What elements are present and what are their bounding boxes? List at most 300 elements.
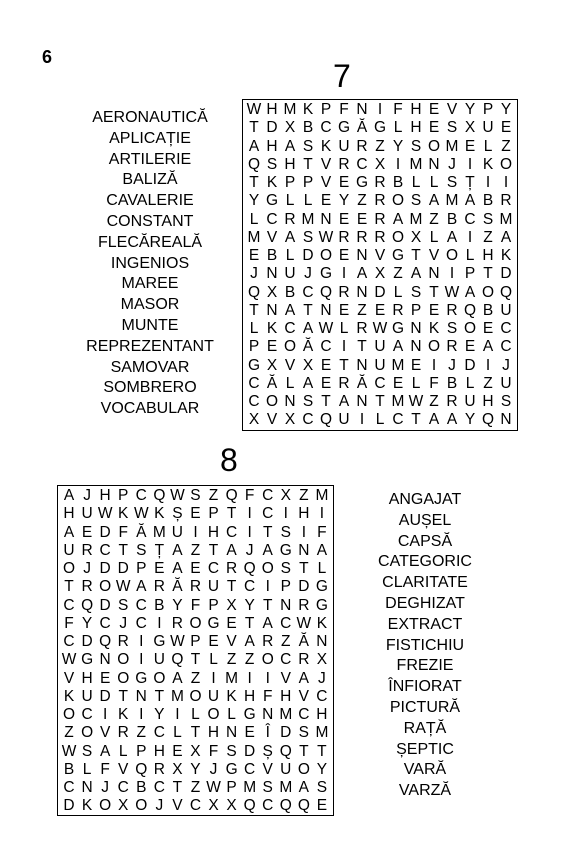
grid-letter: L <box>227 706 236 723</box>
grid-letter: Ș <box>172 505 183 523</box>
grid-letter: W <box>170 487 185 504</box>
grid-letter: L <box>82 760 92 778</box>
grid-letter: L <box>465 247 475 264</box>
grid-letter: O <box>117 669 130 687</box>
grid-row <box>58 706 333 724</box>
grid-letter: W <box>133 505 149 523</box>
grid-letter: W <box>246 101 262 118</box>
grid-letter: L <box>429 174 439 191</box>
grid-letter: X <box>302 356 314 374</box>
grid-letter: N <box>298 541 310 559</box>
grid-letter: S <box>298 724 310 742</box>
grid-letter: U <box>207 578 220 596</box>
word-list-item: VARZĂ <box>398 782 452 800</box>
word-list-item: CAPSĂ <box>397 532 453 550</box>
grid-letter: A <box>316 541 328 559</box>
grid-letter: Q <box>319 411 333 429</box>
grid-letter: O <box>445 247 459 264</box>
grid-letter: Y <box>464 101 476 118</box>
grid-letter: R <box>338 283 350 301</box>
grid-letter: I <box>359 411 365 429</box>
grid-letter: B <box>302 119 314 137</box>
grid-letter: G <box>81 651 94 669</box>
grid-letter: H <box>280 687 292 705</box>
grid-row <box>243 375 517 393</box>
grid-letter: L <box>285 247 295 264</box>
grid-letter: A <box>392 338 404 356</box>
grid-row <box>243 138 517 156</box>
grid-letter: G <box>207 614 220 632</box>
grid-letter: M <box>247 228 261 246</box>
grid-letter: F <box>244 487 255 504</box>
grid-letter: A <box>99 742 111 760</box>
grid-letter: L <box>411 374 421 392</box>
grid-letter: N <box>356 393 368 410</box>
word-list-item: DEGHIZAT <box>385 594 465 612</box>
grid-letter: Z <box>190 779 201 796</box>
grid-letter: L <box>303 192 313 210</box>
grid-letter: L <box>411 174 421 191</box>
grid-letter: C <box>320 119 332 137</box>
grid-letter: Q <box>319 283 333 301</box>
grid-letter: C <box>244 760 256 778</box>
grid-letter: R <box>356 228 368 246</box>
grid-letter: A <box>298 779 310 796</box>
grid-letter: F <box>208 742 219 760</box>
grid-letter: L <box>209 651 218 669</box>
grid-letter: T <box>317 742 327 760</box>
grid-letter: Ș <box>262 742 273 760</box>
grid-letter: E <box>464 137 476 155</box>
grid-letter: A <box>356 265 368 283</box>
grid-row <box>243 229 517 247</box>
grid-row <box>243 101 517 119</box>
grid-letter: C <box>280 651 292 669</box>
grid-letter: V <box>172 797 183 815</box>
grid-letter: I <box>211 669 216 687</box>
puzzle-7-number: 7 <box>333 58 351 94</box>
grid-letter: D <box>81 633 93 650</box>
grid-letter: N <box>410 320 422 337</box>
grid-letter: C <box>99 541 111 559</box>
grid-letter: D <box>500 265 512 283</box>
grid-letter: W <box>296 614 312 632</box>
grid-row <box>243 247 517 265</box>
word-list-item: ÎNFIORAT <box>388 678 462 696</box>
grid-letter: A <box>392 210 404 228</box>
grid-letter: Q <box>243 560 256 577</box>
grid-letter: E <box>248 247 260 264</box>
grid-letter: Z <box>501 137 511 155</box>
grid-letter: N <box>320 210 332 228</box>
grid-letter: H <box>153 742 165 760</box>
grid-letter: D <box>244 742 256 760</box>
grid-letter: Z <box>375 137 385 155</box>
word-list-item: AERONAUTICĂ <box>92 109 208 126</box>
grid-letter: E <box>482 320 494 337</box>
grid-letter: O <box>463 320 477 337</box>
puzzle-8-word-list <box>365 490 485 802</box>
grid-letter: C <box>262 505 274 523</box>
grid-letter: E <box>208 633 219 650</box>
grid-letter: Q <box>279 742 292 760</box>
grid-letter: M <box>243 779 257 796</box>
word-list-item: REPREZENTANT <box>86 337 214 355</box>
grid-letter: K <box>428 320 440 337</box>
grid-row <box>58 724 333 742</box>
grid-letter: T <box>226 505 237 523</box>
grid-letter: X <box>284 411 296 429</box>
grid-letter: V <box>446 101 458 118</box>
grid-letter: B <box>284 283 296 301</box>
grid-letter: O <box>189 614 202 632</box>
grid-letter: Q <box>81 596 94 614</box>
grid-letter: O <box>63 560 76 577</box>
grid-letter: E <box>464 338 476 356</box>
grid-letter: A <box>262 541 273 559</box>
grid-letter: O <box>261 560 274 577</box>
grid-letter: R <box>189 578 202 596</box>
grid-letter: H <box>298 505 310 523</box>
grid-letter: X <box>316 651 328 669</box>
grid-letter: I <box>193 523 198 541</box>
grid-letter: V <box>226 633 237 650</box>
grid-letter: M <box>499 210 513 228</box>
grid-letter: E <box>99 669 111 687</box>
grid-letter: L <box>249 320 259 337</box>
grid-letter: C <box>298 706 310 723</box>
grid-letter: X <box>118 797 129 815</box>
grid-letter: R <box>81 578 93 596</box>
grid-row <box>243 393 517 411</box>
grid-letter: P <box>136 742 147 760</box>
grid-letter: N <box>262 706 274 723</box>
grid-row <box>58 761 333 779</box>
grid-letter: E <box>190 560 201 577</box>
grid-letter: S <box>482 210 494 228</box>
grid-letter: Z <box>357 192 367 210</box>
grid-letter: C <box>63 779 75 796</box>
grid-letter: W <box>61 651 77 669</box>
grid-letter: V <box>266 228 278 246</box>
grid-letter: V <box>118 760 129 778</box>
grid-letter: S <box>302 228 314 246</box>
grid-letter: O <box>117 651 130 669</box>
grid-letter: J <box>83 560 91 577</box>
grid-row <box>58 560 333 578</box>
grid-letter: B <box>482 301 494 319</box>
grid-letter: U <box>81 687 93 705</box>
grid-letter: L <box>118 742 128 760</box>
grid-letter: N <box>356 356 368 374</box>
grid-letter: E <box>428 119 440 137</box>
grid-letter: A <box>428 411 440 429</box>
grid-letter: C <box>284 320 296 337</box>
grid-letter: T <box>303 155 313 173</box>
grid-letter: E <box>320 356 332 374</box>
grid-letter: I <box>395 155 401 173</box>
grid-letter: N <box>135 687 147 705</box>
grid-letter: P <box>208 505 219 523</box>
grid-row <box>243 265 517 283</box>
grid-letter: N <box>280 596 292 614</box>
grid-letter: P <box>208 596 219 614</box>
grid-letter: T <box>483 265 493 283</box>
grid-letter: E <box>244 724 255 742</box>
grid-letter: I <box>485 174 491 191</box>
grid-letter: G <box>265 192 279 210</box>
grid-row <box>58 578 333 596</box>
grid-letter: D <box>99 687 111 705</box>
grid-letter: V <box>266 411 278 429</box>
grid-letter: A <box>63 487 75 504</box>
grid-letter: K <box>482 155 494 173</box>
grid-letter: V <box>63 669 75 687</box>
grid-letter: S <box>500 393 512 410</box>
word-list-item: EXTRACT <box>387 615 463 633</box>
grid-letter: Q <box>247 155 261 173</box>
grid-letter: U <box>338 411 350 429</box>
grid-letter: W <box>206 779 221 796</box>
grid-letter: K <box>226 687 237 705</box>
grid-letter: E <box>172 742 183 760</box>
grid-letter: Z <box>483 374 493 392</box>
grid-letter: R <box>153 760 165 778</box>
grid-letter: G <box>315 578 328 596</box>
grid-letter: G <box>247 356 261 374</box>
grid-letter: F <box>190 596 201 614</box>
grid-letter: X <box>284 119 296 137</box>
puzzle-8-letter-grid <box>57 485 334 816</box>
grid-letter: M <box>445 192 459 210</box>
grid-row <box>58 524 333 542</box>
grid-letter: C <box>302 283 314 301</box>
grid-letter: I <box>175 706 180 723</box>
grid-letter: O <box>481 283 495 301</box>
grid-letter: Z <box>299 487 309 504</box>
grid-letter: A <box>284 228 296 246</box>
grid-letter: A <box>446 228 458 246</box>
grid-letter: E <box>500 119 512 137</box>
grid-letter: A <box>244 633 255 650</box>
grid-letter: M <box>315 724 329 742</box>
grid-letter: M <box>170 687 184 705</box>
grid-letter: Z <box>136 724 147 742</box>
grid-row <box>58 779 333 797</box>
grid-letter: R <box>262 633 274 650</box>
grid-letter: T <box>64 578 74 596</box>
grid-letter: C <box>135 596 147 614</box>
grid-letter: T <box>208 541 219 559</box>
puzzle-7-word-list <box>70 108 230 420</box>
grid-row <box>58 670 333 688</box>
grid-letter: M <box>279 706 293 723</box>
grid-row <box>243 338 517 356</box>
grid-letter: N <box>356 247 368 264</box>
grid-letter: A <box>262 614 273 632</box>
grid-letter: O <box>81 724 94 742</box>
grid-letter: N <box>316 633 328 650</box>
grid-letter: O <box>99 578 112 596</box>
grid-letter: S <box>226 742 237 760</box>
grid-letter: T <box>154 687 165 705</box>
grid-letter: T <box>411 247 421 264</box>
grid-letter: L <box>317 560 327 577</box>
grid-letter: Q <box>243 797 256 815</box>
grid-letter: S <box>118 596 129 614</box>
grid-letter: R <box>81 541 93 559</box>
grid-letter: T <box>262 523 273 541</box>
word-list-item: BALIZĂ <box>122 171 178 189</box>
grid-letter: K <box>320 137 332 155</box>
grid-letter: G <box>153 633 166 650</box>
grid-letter: C <box>280 614 292 632</box>
grid-letter: Q <box>481 411 495 429</box>
grid-letter: R <box>338 228 350 246</box>
grid-letter: S <box>446 174 458 191</box>
grid-letter: M <box>152 523 166 541</box>
grid-letter: J <box>119 614 128 632</box>
grid-letter: G <box>319 265 333 283</box>
grid-letter: T <box>244 614 255 632</box>
grid-letter: E <box>428 101 440 118</box>
grid-row <box>58 797 333 815</box>
grid-letter: M <box>279 779 293 796</box>
grid-letter: A <box>136 578 147 596</box>
grid-letter: A <box>410 265 422 283</box>
grid-letter: Y <box>81 614 93 632</box>
grid-letter: A <box>172 541 183 559</box>
grid-letter: N <box>428 155 440 173</box>
grid-letter: M <box>301 210 315 228</box>
grid-letter: D <box>99 596 111 614</box>
grid-letter: F <box>429 374 439 392</box>
grid-letter: W <box>115 578 131 596</box>
grid-letter: E <box>338 301 350 319</box>
grid-letter: T <box>118 687 128 705</box>
grid-letter: P <box>320 101 332 118</box>
grid-letter: B <box>392 174 404 191</box>
grid-letter: C <box>248 374 260 392</box>
grid-row <box>243 211 517 229</box>
grid-letter: T <box>172 779 183 796</box>
grid-letter: L <box>393 283 403 301</box>
grid-letter: N <box>428 265 440 283</box>
grid-letter: I <box>449 265 455 283</box>
grid-row <box>243 174 517 192</box>
grid-letter: S <box>446 119 458 137</box>
grid-letter: K <box>81 797 93 815</box>
grid-letter: H <box>266 101 278 118</box>
grid-letter: O <box>499 155 513 173</box>
grid-row <box>58 597 333 615</box>
grid-letter: Z <box>483 228 493 246</box>
grid-letter: A <box>464 283 476 301</box>
grid-letter: I <box>103 706 108 723</box>
grid-letter: M <box>283 101 297 118</box>
word-list-item: MUNTE <box>121 316 179 334</box>
grid-letter: H <box>284 155 296 173</box>
grid-letter: O <box>319 247 333 264</box>
grid-letter: I <box>341 338 347 356</box>
grid-letter: W <box>372 320 388 337</box>
grid-letter: L <box>249 210 259 228</box>
grid-letter: T <box>303 301 313 319</box>
grid-letter: I <box>503 174 509 191</box>
grid-letter: T <box>226 578 237 596</box>
grid-letter: N <box>266 265 278 283</box>
grid-letter: R <box>171 614 183 632</box>
grid-letter: U <box>482 119 494 137</box>
grid-letter: P <box>464 265 476 283</box>
grid-letter: F <box>393 101 403 118</box>
grid-letter: U <box>338 137 350 155</box>
grid-letter: P <box>226 779 237 796</box>
grid-letter: Ă <box>356 119 368 137</box>
grid-row <box>243 192 517 210</box>
grid-letter: C <box>500 320 512 337</box>
grid-letter: R <box>374 210 386 228</box>
grid-letter: H <box>244 687 256 705</box>
grid-letter: N <box>356 101 368 118</box>
grid-letter: N <box>320 301 332 319</box>
grid-letter: I <box>139 633 144 650</box>
grid-letter: M <box>409 210 423 228</box>
grid-letter: L <box>285 374 295 392</box>
grid-letter: T <box>249 174 259 191</box>
grid-letter: R <box>284 210 296 228</box>
grid-letter: C <box>189 797 202 815</box>
word-list-item: INGENIOS <box>110 254 190 272</box>
grid-letter: Y <box>464 411 476 429</box>
grid-letter: V <box>99 724 111 742</box>
grid-letter: C <box>392 411 404 429</box>
grid-letter: R <box>374 174 386 191</box>
grid-letter: G <box>225 760 238 778</box>
grid-letter: K <box>500 247 512 264</box>
word-list-item: CATEGORIC <box>378 553 472 571</box>
grid-letter: S <box>81 742 93 760</box>
grid-letter: Y <box>500 101 512 118</box>
grid-letter: K <box>63 687 75 705</box>
grid-letter: O <box>153 669 166 687</box>
grid-letter: R <box>500 192 512 210</box>
grid-letter: U <box>171 523 183 541</box>
grid-letter: C <box>500 338 512 356</box>
grid-letter: P <box>248 338 260 356</box>
grid-letter: S <box>136 541 147 559</box>
grid-letter: A <box>226 541 237 559</box>
grid-letter: C <box>225 523 238 541</box>
puzzle-7-letter-grid <box>242 99 518 431</box>
grid-letter: M <box>225 669 239 687</box>
grid-letter: R <box>356 137 368 155</box>
grid-letter: Ă <box>356 374 368 392</box>
grid-letter: P <box>410 301 422 319</box>
grid-row <box>243 119 517 137</box>
grid-letter: C <box>153 724 165 742</box>
grid-letter: E <box>190 505 201 523</box>
word-list-item: VARĂ <box>403 761 447 779</box>
grid-letter: O <box>391 192 405 210</box>
page-number: 6 <box>42 47 53 67</box>
grid-letter: Ă <box>266 374 278 392</box>
grid-letter: C <box>266 210 278 228</box>
grid-letter: I <box>247 505 252 523</box>
grid-letter: G <box>355 174 369 191</box>
grid-letter: T <box>357 338 367 356</box>
grid-letter: C <box>262 487 274 504</box>
